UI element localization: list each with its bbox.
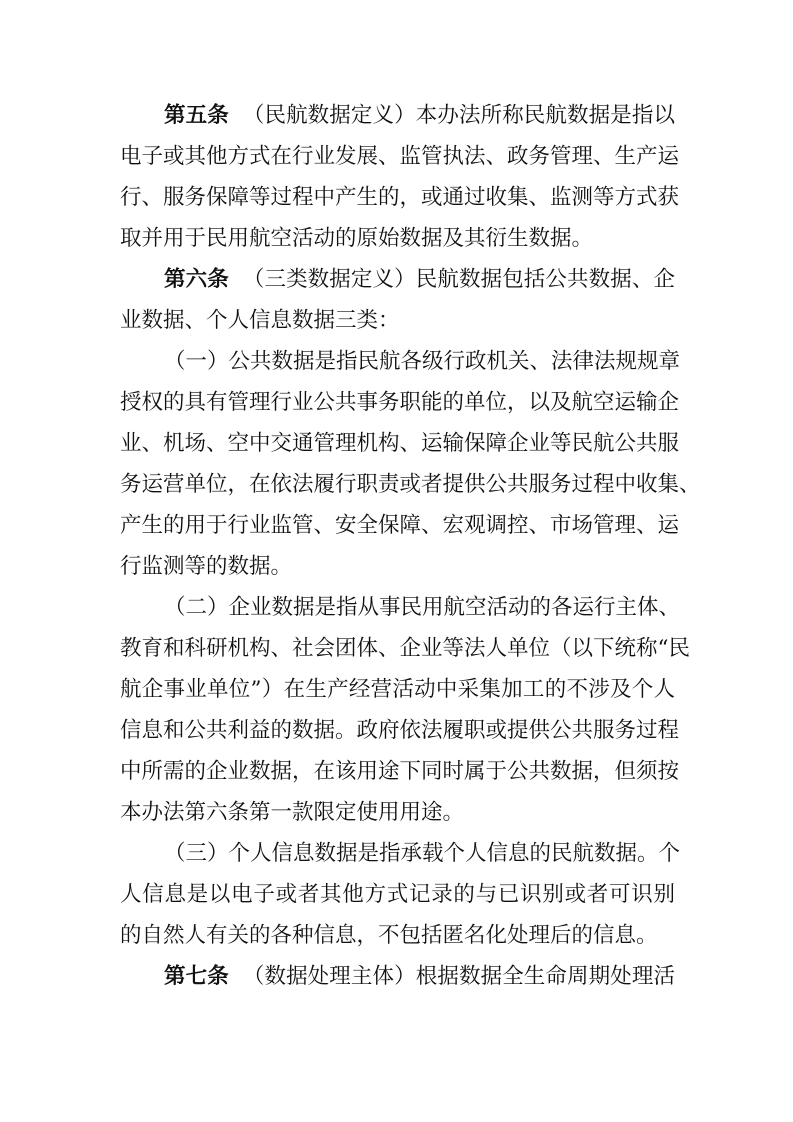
article-5-line-1 [164,101,675,131]
item-1-line-5: 产生的用于行业监管、安全保障、宏观调控、市场管理、运 [120,513,680,538]
item-2-line-3: 航企事业单位”）在生产经营活动中采集加工的不涉及个人 [120,677,675,702]
article-7-line-1 [164,962,675,992]
item-1-line-1: （一）公共数据是指民航各级行政机关、法律法规规章 [164,349,681,374]
article-7-number: 第七条 [164,964,229,989]
item-2-line-4: 信息和公共利益的数据。政府依法履职或提供公共服务过程 [120,718,680,743]
article-5-text: （民航数据定义）本办法所称民航数据是指以 [242,103,675,128]
article-5-line-4: 取并用于民用航空活动的原始数据及其衍生数据。 [120,226,594,251]
item-1-line-2: 授权的具有管理行业公共事务职能的单位，以及航空运输企 [120,390,680,415]
article-5-number: 第五条 [164,103,229,128]
item-1-line-4: 务运营单位，在依法履行职责或者提供公共服务过程中收集、 [120,472,701,497]
item-3-line-2: 人信息是以电子或者其他方式记录的与已识别或者可识别 [120,882,675,907]
article-6-text: （三类数据定义）民航数据包括公共数据、企 [242,267,675,292]
article-6-number: 第六条 [164,267,229,292]
item-1-line-3: 业、机场、空中交通管理机构、运输保障企业等民航公共服 [120,431,680,456]
item-2-line-6: 本办法第六条第一款限定使用用途。 [120,800,465,825]
item-2-line-5: 中所需的企业数据，在该用途下同时属于公共数据，但须按 [120,759,680,784]
article-5-line-2: 电子或其他方式在行业发展、监管执法、政务管理、生产运 [120,144,680,169]
article-7-text: （数据处理主体）根据数据全生命周期处理活 [242,964,675,989]
item-3-line-1: （三）个人信息数据是指承载个人信息的民航数据。个 [164,841,681,866]
article-6-line-2: 业数据、个人信息数据三类： [120,308,400,333]
item-3-line-3: 的自然人有关的各种信息，不包括匿名化处理后的信息。 [120,923,658,948]
item-2-line-2: 教育和科研机构、社会团体、企业等法人单位（以下统称“民 [120,636,690,661]
article-5-line-3: 行、服务保障等过程中产生的，或通过收集、监测等方式获 [120,185,680,210]
item-2-line-1: （二）企业数据是指从事民用航空活动的各运行主体、 [164,595,681,620]
item-1-line-6: 行监测等的数据。 [120,554,293,579]
article-6-line-1 [164,265,675,295]
